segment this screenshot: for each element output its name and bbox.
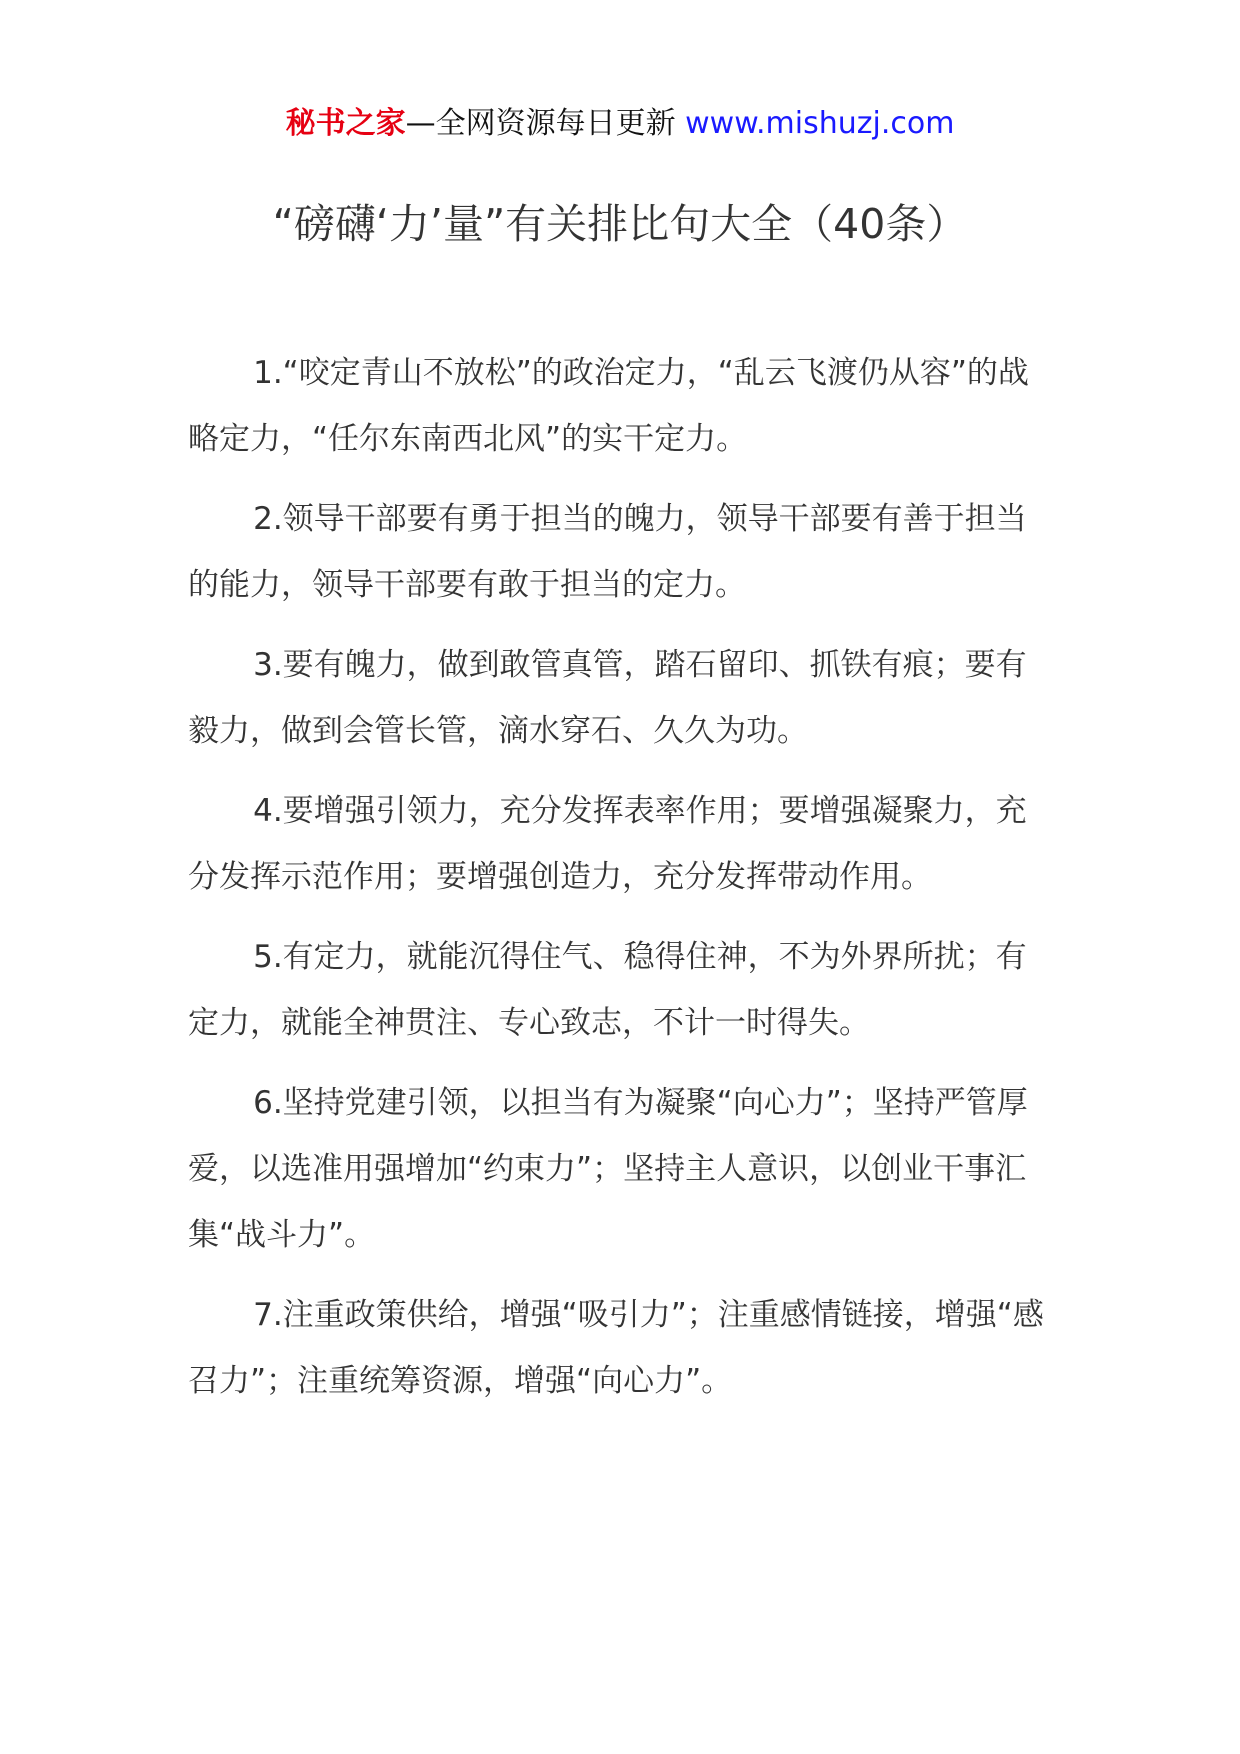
site-brand: 秘书之家 <box>285 106 406 141</box>
paragraph-1: 1.“咬定青山不放松”的政治定力，“乱云飞渡仍从容”的战略定力，“任尔东南西北风”的实干定力。 <box>188 355 1029 457</box>
paragraph-2: 2.领导干部要有勇于担当的魄力，领导干部要有善于担当的能力，领导干部要有敢于担当的定力。 <box>188 501 1027 603</box>
document-title: “磅礴‘力’量”有关排比句大全（40条） <box>272 200 968 248</box>
document-body <box>188 340 1052 1428</box>
paragraph-4: 4.要增强引领力，充分发挥表率作用；要增强凝聚力，充分发挥示范作用；要增强创造力，充分发挥带动作用。 <box>188 793 1027 895</box>
paragraph-7: 7.注重政策供给，增强“吸引力”；注重感情链接，增强“感召力”；注重统筹资源，增强“向心力”。 <box>188 1297 1044 1399</box>
paragraph-6: 6.坚持党建引领，以担当有为凝聚“向心力”；坚持严管厚爱，以选准用强增加“约束力”；坚持主人意识，以创业干事汇集“战斗力”。 <box>188 1085 1028 1253</box>
site-url-link[interactable]: www.mishuzj.com <box>685 106 955 141</box>
paragraph-5: 5.有定力，就能沉得住气、稳得住神，不为外界所扰；有定力，就能全神贯注、专心致志，不计一时得失。 <box>188 939 1027 1041</box>
paragraph-3: 3.要有魄力，做到敢管真管，踏石留印、抓铁有痕；要有毅力，做到会管长管，滴水穿石、久久为功。 <box>188 647 1027 749</box>
site-tagline: —全网资源每日更新 <box>405 106 686 141</box>
site-header <box>0 104 1240 144</box>
